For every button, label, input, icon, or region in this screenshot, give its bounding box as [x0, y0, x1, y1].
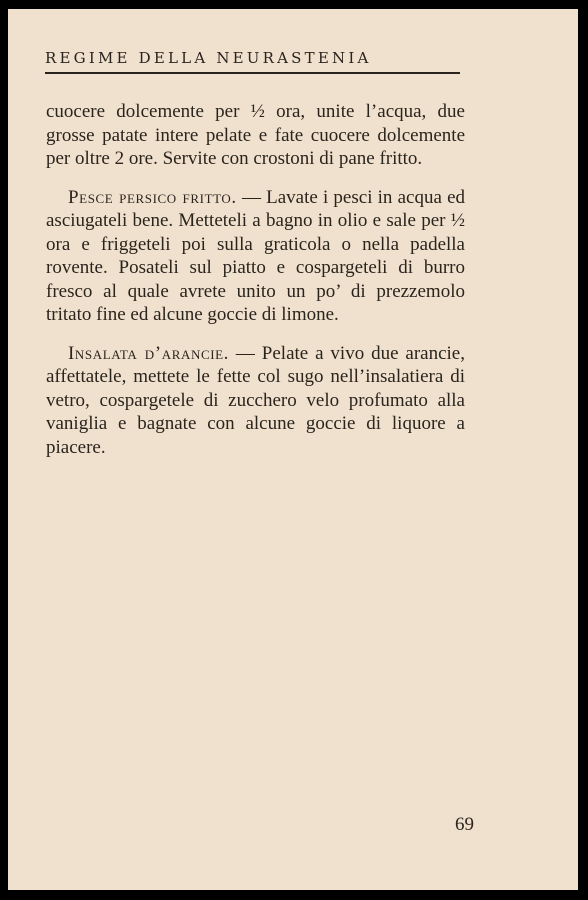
- recipe-text: — Lavate i pesci in acqua ed asciugateli bene. Metteteli a bagno in olio e sale per ½ ora e friggeteli poi sulla graticola o nella padella rovente. Posateli sul piatto e cospargeteli di burro fresco al quale avrete unito un po’ di prezzemolo tritato fine ed alcune goccie di limone.: [46, 186, 465, 325]
- paragraph-text: cuocere dolcemente per ½ ora, unite l’acqua, due grosse patate intere pelate e fate cuocere dolcemente per oltre 2 ore. Servite con crostoni di pane fritto.: [46, 101, 465, 169]
- page-body: [46, 100, 465, 474]
- paragraph-continuation: [46, 100, 465, 171]
- header-rule: [45, 72, 460, 74]
- recipe-pesce-persico-fritto: [46, 186, 465, 327]
- recipe-insalata-d-arancie: [46, 342, 465, 460]
- page-number: 69: [455, 814, 474, 835]
- recipe-text: — Pelate a vivo due arancie, affettatele, mettete le fette col sugo nell’insalatiera di vetro, cospargetele di zucchero velo profumato alla vaniglia e bagnate con alcune goccie di liquore a piacere.: [46, 342, 465, 458]
- running-header: REGIME DELLA NEURASTENIA: [45, 49, 372, 67]
- book-page: [8, 9, 578, 890]
- recipe-title: Insalata d’arancie.: [68, 342, 230, 364]
- recipe-title: Pesce persico fritto.: [68, 186, 237, 208]
